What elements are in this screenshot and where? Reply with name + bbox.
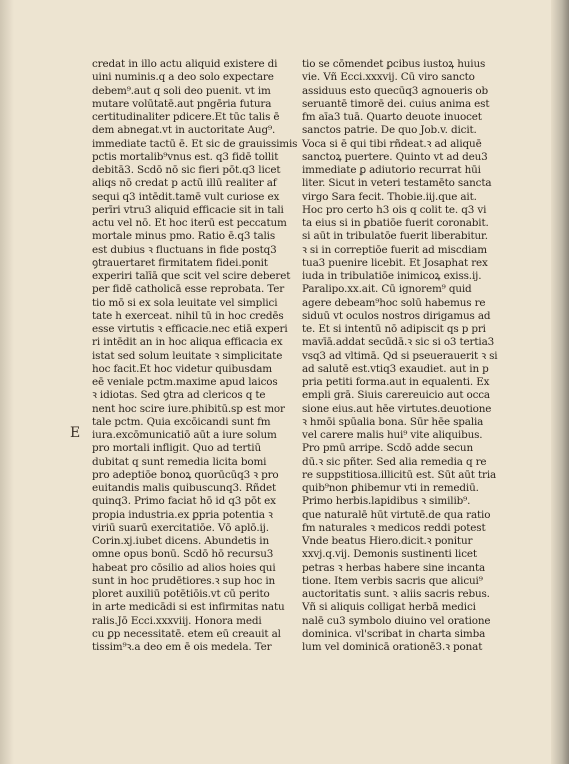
text-line: ploret auxiliū potētiōis.vt cū perito bbox=[92, 588, 270, 600]
text-line: ri intēdit an in hoc aliqua efficacia ex bbox=[92, 336, 283, 349]
text-line: credat in illo actu aliquid existere di bbox=[92, 58, 278, 70]
text-line: eē veniale pctm.maxime apud laicos bbox=[92, 376, 278, 388]
text-line: dem abnegat.vt in auctoritate Aug⁹. bbox=[92, 124, 276, 137]
text-line: ad salutē est.vtiq3 exaudiet. aut in p bbox=[302, 362, 489, 375]
text-line: viriū suarū exercitatiōe. Vō aplō.ij. bbox=[92, 521, 269, 534]
text-line: agere debeam⁹hoc solū habemus re bbox=[302, 296, 486, 309]
text-line: Paralipo.xx.ait. Cū ignorem⁹ quid bbox=[302, 283, 472, 296]
text-line: mavīā.addat secūdā.ꝛ sic si o3 tertia3 bbox=[302, 336, 495, 349]
text-line: Primo herbis.lapidibus ꝛ similib⁹. bbox=[302, 495, 471, 508]
page-edge bbox=[551, 0, 569, 764]
text-line: virgo Sara fecit. Thobie.iij.que ait. bbox=[302, 190, 477, 203]
text-line: immediate ꝑ adiutorio recurrat hūi bbox=[302, 164, 481, 176]
text-line: ꝯtrauertaret firmitatem fidei.ponit bbox=[92, 256, 268, 269]
text-line: aliqs nō credat p actū illū realiter af bbox=[92, 177, 277, 190]
text-line: ꝛ idiotas. Sed ꝯtra ad clericos q te bbox=[92, 389, 266, 402]
text-line: re suppstitiosa.illicitū est. Sūt aūt tria bbox=[302, 468, 497, 481]
text-line: pctis mortalib⁹vnus est. q3 fidē tollit bbox=[92, 150, 279, 163]
text-line: hoc facit.Et hoc videtur quibusdam bbox=[92, 362, 272, 375]
text-line: per fidē catholicā esse reprobata. Ter bbox=[92, 283, 285, 296]
text-line: euitandis malis quibuscunq3. Rñdet bbox=[92, 482, 276, 494]
text-line: Voca si ē qui tibi rñdeat.ꝛ ad aliquē bbox=[302, 137, 482, 150]
text-line: perīri vtru3 aliquid efficacie sit in tali bbox=[92, 203, 284, 216]
text-line: vel carere malis hui⁹ vite aliquibus. bbox=[302, 429, 483, 441]
text-line: ꝛ si in correptiōe fuerit ad miscdiam bbox=[302, 243, 487, 256]
text-line: dū.ꝛ sic pñter. Sed alia remedia q re bbox=[302, 455, 487, 468]
text-line: mutare volūtatē.aut pngēria futura bbox=[92, 97, 272, 110]
text-line: Pro pmū arripe. Scdō adde secun bbox=[302, 442, 474, 455]
text-line: tio se cōmendet ꝑcibus iustoꝝ huius bbox=[302, 58, 486, 70]
text-line: Hoc pro certo h3 ois q colit te. q3 vi bbox=[302, 203, 487, 216]
text-line: ralis.Jō Ecci.xxxviij. Honora medi bbox=[92, 614, 262, 627]
text-line: actu vel nō. Et hoc iterū est peccatum bbox=[92, 217, 287, 229]
text-line: sanctos patrie. De quo Job.v. dicit. bbox=[302, 124, 477, 137]
text-line: vie. Vñ Ecci.xxxvij. Cū viro sancto bbox=[302, 71, 475, 84]
text-line: sione eius.aut hēe virtutes.deuotione bbox=[302, 402, 492, 415]
text-line: immediate tactū ē. Et sic de grauissimis bbox=[92, 137, 298, 150]
text-line: est dubius ꝛ fluctuans in fide postq3 bbox=[92, 243, 277, 256]
text-line: omne opus bonū. Scdō hō recursu3 bbox=[92, 548, 274, 561]
text-line: quib⁹non ꝑhibemur vti in remediū. bbox=[302, 482, 479, 494]
text-line: lum vel dominicā orationē3.ꝛ ponat bbox=[302, 641, 483, 653]
text-line: petras ꝛ herbas habere sine incanta bbox=[302, 561, 486, 574]
text-line: cu ꝑp necessitatē. etem eū creauit al bbox=[92, 627, 281, 640]
margin-mark: E bbox=[70, 425, 81, 441]
text-line: te. Et si intentū nō adipiscit qs p pri bbox=[302, 323, 486, 335]
text-line: sanctoꝝ puertere. Quinto vt ad deu3 bbox=[302, 150, 488, 163]
text-line: dominica. vl'scribat in charta simba bbox=[302, 627, 486, 640]
text-line: iuda in tribulatiōe inimicoꝝ exiss.ij. bbox=[302, 270, 482, 282]
text-line: sequi q3 intēdit.tamē vult curiose ex bbox=[92, 190, 280, 203]
text-line: auctoritatis sunt. ꝛ aliis sacris rebus. bbox=[302, 588, 490, 600]
text-line: pro mortali infligit. Quo ad tertiū bbox=[92, 442, 261, 455]
text-line: Vñ si aliquis colligat herbā medici bbox=[302, 601, 476, 614]
text-line: debitā3. Scdō nō sic fieri pōt.q3 licet bbox=[92, 164, 281, 176]
text-line: pro adeptiōe bonoꝝ quorūcūq3 ꝛ pro bbox=[92, 468, 279, 481]
text-line: iura.excōmunicatiō aūt a iure solum bbox=[92, 429, 277, 441]
text-line: tale pctm. Quia excōicandi sunt fm bbox=[92, 415, 271, 428]
text-line: experiri talīā que scit vel scire deberet bbox=[92, 270, 291, 282]
page-gutter-shadow bbox=[0, 0, 14, 764]
text-line: tua3 puenire licebit. Et Josaphat rex bbox=[302, 256, 488, 269]
text-line: in arte medicādi si est infirmitas natu bbox=[92, 601, 285, 614]
text-line: sunt in hoc prudētiores.ꝛ sup hoc in bbox=[92, 574, 276, 587]
text-line: Corin.xj.iubet dicens. Abundetis in bbox=[92, 535, 269, 547]
text-line: quinq3. Primo faciat hō id q3 pōt ex bbox=[92, 495, 276, 508]
text-line: vsq3 ad vltimā. Qd si pseuerauerit ꝛ si bbox=[302, 349, 498, 362]
text-line: ꝛ hmōi spūalia bona. Sūr hēe spalia bbox=[302, 415, 484, 428]
text-line: que naturalē hūt virtutē.de qua ratio bbox=[302, 508, 491, 521]
right-text-column bbox=[302, 58, 518, 654]
text-line: debem⁹.aut q soli deo puenit. vt im bbox=[92, 84, 271, 97]
left-text-column bbox=[92, 58, 298, 654]
text-line: tione. Item verbis sacris que alicui⁹ bbox=[302, 574, 483, 587]
text-line: uini numinis.q a deo solo expectare bbox=[92, 71, 274, 84]
text-line: fm naturales ꝛ medicos reddi potest bbox=[302, 521, 486, 534]
text-line: fm aīa3 tuā. Quarto deuote inuocet bbox=[302, 111, 482, 123]
text-line: tio mō si ex sola leuitate vel simplici bbox=[92, 296, 278, 309]
text-line: mortale minus pmo. Ratio ē.q3 talis bbox=[92, 230, 276, 243]
text-line: si aūt in tribulatōe fuerit liberabitur. bbox=[302, 230, 488, 243]
text-line: liter. Sicut in veteri testamēto sancta bbox=[302, 177, 492, 190]
text-line: certitudinaliter pdicere.Et tūc talis ē bbox=[92, 111, 280, 123]
text-line: seruantē timorē dei. cuius anima est bbox=[302, 97, 490, 110]
text-line: istat sed solum leuitate ꝛ simplicitate bbox=[92, 349, 283, 362]
text-line: tate h exerceat. nihil tū in hoc credēs bbox=[92, 309, 284, 322]
text-line: nalē cu3 symbolo diuino vel oratione bbox=[302, 614, 491, 627]
text-line: siduū vt oculos nostros dirigamus ad bbox=[302, 309, 491, 322]
text-line: esse virtutis ꝛ efficacie.nec etiā experi bbox=[92, 323, 288, 335]
text-line: ta eius si in ꝑbatiōe fuerit coronabit. bbox=[302, 217, 489, 229]
text-line: nent hoc scire iure.phibitū.sp est mor bbox=[92, 402, 285, 415]
text-line: assiduus esto quecūq3 agnoueris ob bbox=[302, 84, 489, 97]
text-line: Vnde beatus Hiero.dicit.ꝛ ponitur bbox=[302, 535, 473, 547]
text-line: propia industria.ex ꝑpria potentia ꝛ bbox=[92, 508, 273, 521]
text-line: tissim⁹ꝛ.a deo em ē ois medela. Ter bbox=[92, 641, 272, 653]
text-line: pria petiti forma.aut in equalenti. Ex bbox=[302, 376, 490, 388]
text-line: xxvj.q.vij. Demonis sustinenti licet bbox=[302, 548, 477, 561]
text-line: empli grā. Siuis carereuicio aut occa bbox=[302, 389, 490, 402]
text-line: habeat pro cōsilio ad alios hoies qui bbox=[92, 561, 276, 574]
text-line: dubitat q sunt remedia licita bomi bbox=[92, 455, 267, 468]
